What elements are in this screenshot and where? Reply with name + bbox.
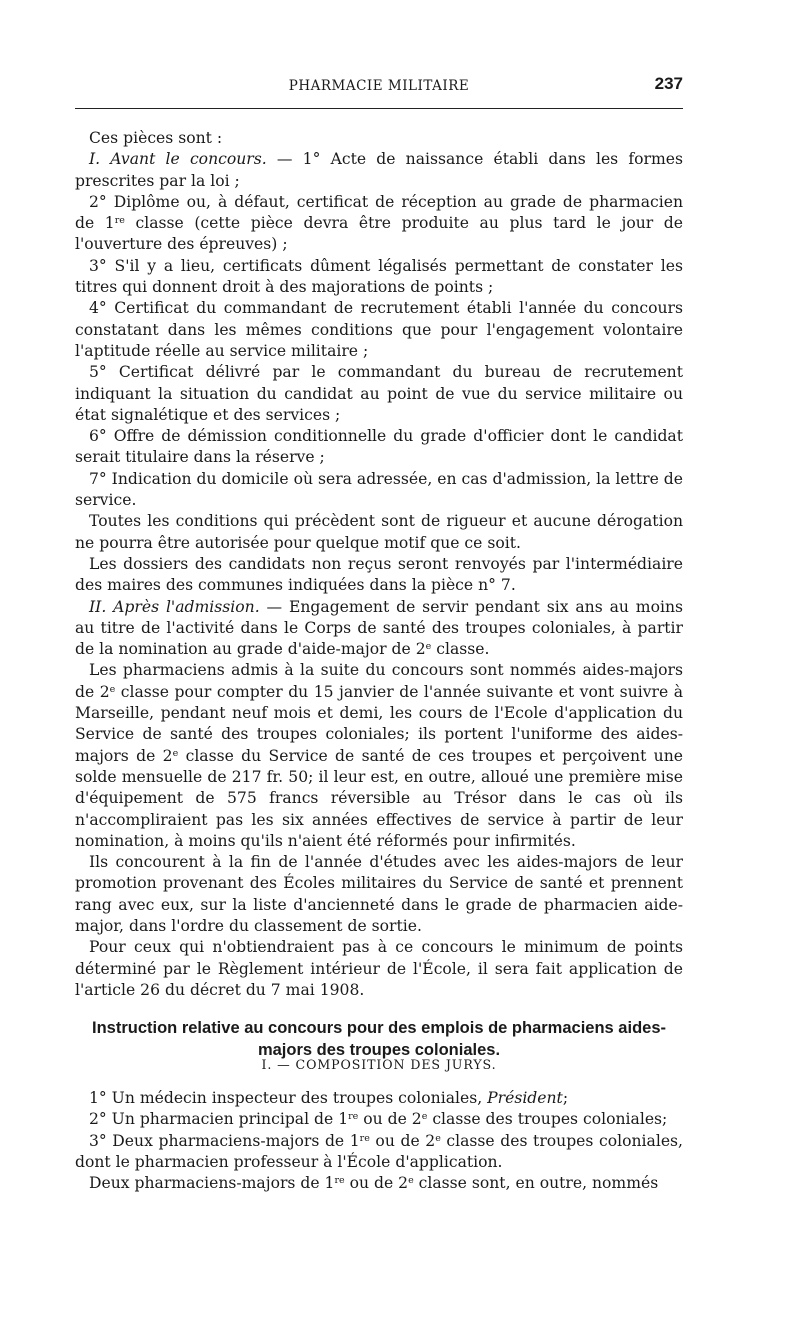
president-role: Président [487, 1089, 563, 1107]
competition-rank-paragraph: Ils concourent à la fin de l'année d'études avec les aides-majors de leur promotion provenant des Écoles militaires du Service de santé et prennent rang avec eux, sur la liste d'ancienneté dans le grade de pharmacien aide-major, dans l'ordre du classement de sortie. [75, 853, 683, 935]
after-admission-label: II. Après l'admission. [89, 597, 260, 616]
minimum-points-paragraph: Pour ceux qui n'obtiendraient pas à ce concours le minimum de points déterminé par le Règlement intérieur de l'École, il sera fait application de l'article 26 du décret du 7 mai 1908. [75, 938, 683, 999]
item-1-text: — 1° Acte de naissance établi dans les formes prescrites par la loi ; [75, 150, 683, 190]
item-7-paragraph: 7° Indication du domicile où sera adressée, en cas d'admission, la lettre de service. [75, 469, 683, 510]
intro-paragraph: Ces pièces sont : [89, 129, 223, 147]
item-1-paragraph [75, 149, 683, 192]
after-admission-paragraph: II. Après l'admission. — Engagement de servir pendant six ans au moins au titre de l'activité dans le Corps de santé des troupes coloniales, à partir de la nomination au grade d'aide-major de 2e classe. [75, 597, 683, 659]
running-title: PHARMACIE MILITAIRE [288, 78, 470, 94]
item-4-paragraph: 4° Certificat du commandant de recrutement établi l'année du concours constatant dans les mêmes conditions que pour l'engagement volontaire l'aptitude réelle au service militaire ; [75, 299, 683, 360]
before-competition-label: I. Avant le concours. [89, 150, 267, 169]
section-title: I. — COMPOSITION DES JURYS. [261, 1057, 497, 1072]
dossiers-paragraph: Les dossiers des candidats non reçus seront renvoyés par l'intermédiaire des maires des communes indiquées dans la pièce n° 7. [75, 554, 683, 595]
admitted-paragraph: Les pharmaciens admis à la suite du concours sont nommés aides-majors de 2e classe pour compter du 15 janvier de l'année suivante et vont suivre à Marseille, pendant neuf mois et demi, les cours de l'Ecole d'application du Service de santé des troupes coloniales; ils portent l'uniforme des aides-majors de 2e classe du Service de santé de ces troupes et perçoivent une solde mensuelle de 217 fr. 50; il leur est, en outre, alloué une première mise d'équipement de 575 francs réversible au Trésor dans le cas où ils n'accompliraient pas les six années effectives de service à partir de leur nomination, à moins qu'ils n'aient été réformés pour infirmités. [75, 661, 684, 850]
header-rule [75, 108, 683, 109]
item-5-paragraph: 5° Certificat délivré par le commandant du bureau de recrutement indiquant la situation du candidat au point de vue du service militaire ou état signalétique et des services ; [75, 363, 683, 424]
documents-section [75, 128, 683, 1001]
running-header [75, 76, 683, 102]
jury-item-3: 3° Deux pharmaciens-majors de 1re ou de 2e classe des troupes coloniales, dont le pharmacien professeur à l'École d'application. [75, 1131, 684, 1171]
page-number: 237 [654, 74, 683, 93]
item-3-paragraph: 3° S'il y a lieu, certificats dûment légalisés permettant de constater les titres qui donnent droit à des majorations de points ; [75, 256, 683, 297]
instruction-heading: Instruction relative au concours pour des emplois de pharmaciens aides-majors des troupes coloniales. [92, 1019, 666, 1059]
jury-item-2: 2° Un pharmacien principal de 1re ou de 2e classe des troupes coloniales; [89, 1110, 668, 1129]
item-6-paragraph: 6° Offre de démission conditionnelle du grade d'officier dont le candidat serait titulaire dans la réserve ; [75, 427, 683, 467]
conditions-paragraph: Toutes les conditions qui précèdent sont de rigueur et aucune dérogation ne pourra être autorisée pour quelque motif que ce soit. [75, 512, 683, 552]
item-2-paragraph: 2° Diplôme ou, à défaut, certificat de réception au grade de pharmacien de 1re classe (cette pièce devra être produite au plus tard le jour de l'ouverture des épreuves) ; [75, 192, 684, 254]
jury-section [75, 1088, 683, 1194]
jury-item-1: 1° Un médecin inspecteur des troupes coloniales, Président; [89, 1089, 569, 1107]
jury-item-4: Deux pharmaciens-majors de 1re ou de 2e classe sont, en outre, nommés [89, 1174, 659, 1193]
